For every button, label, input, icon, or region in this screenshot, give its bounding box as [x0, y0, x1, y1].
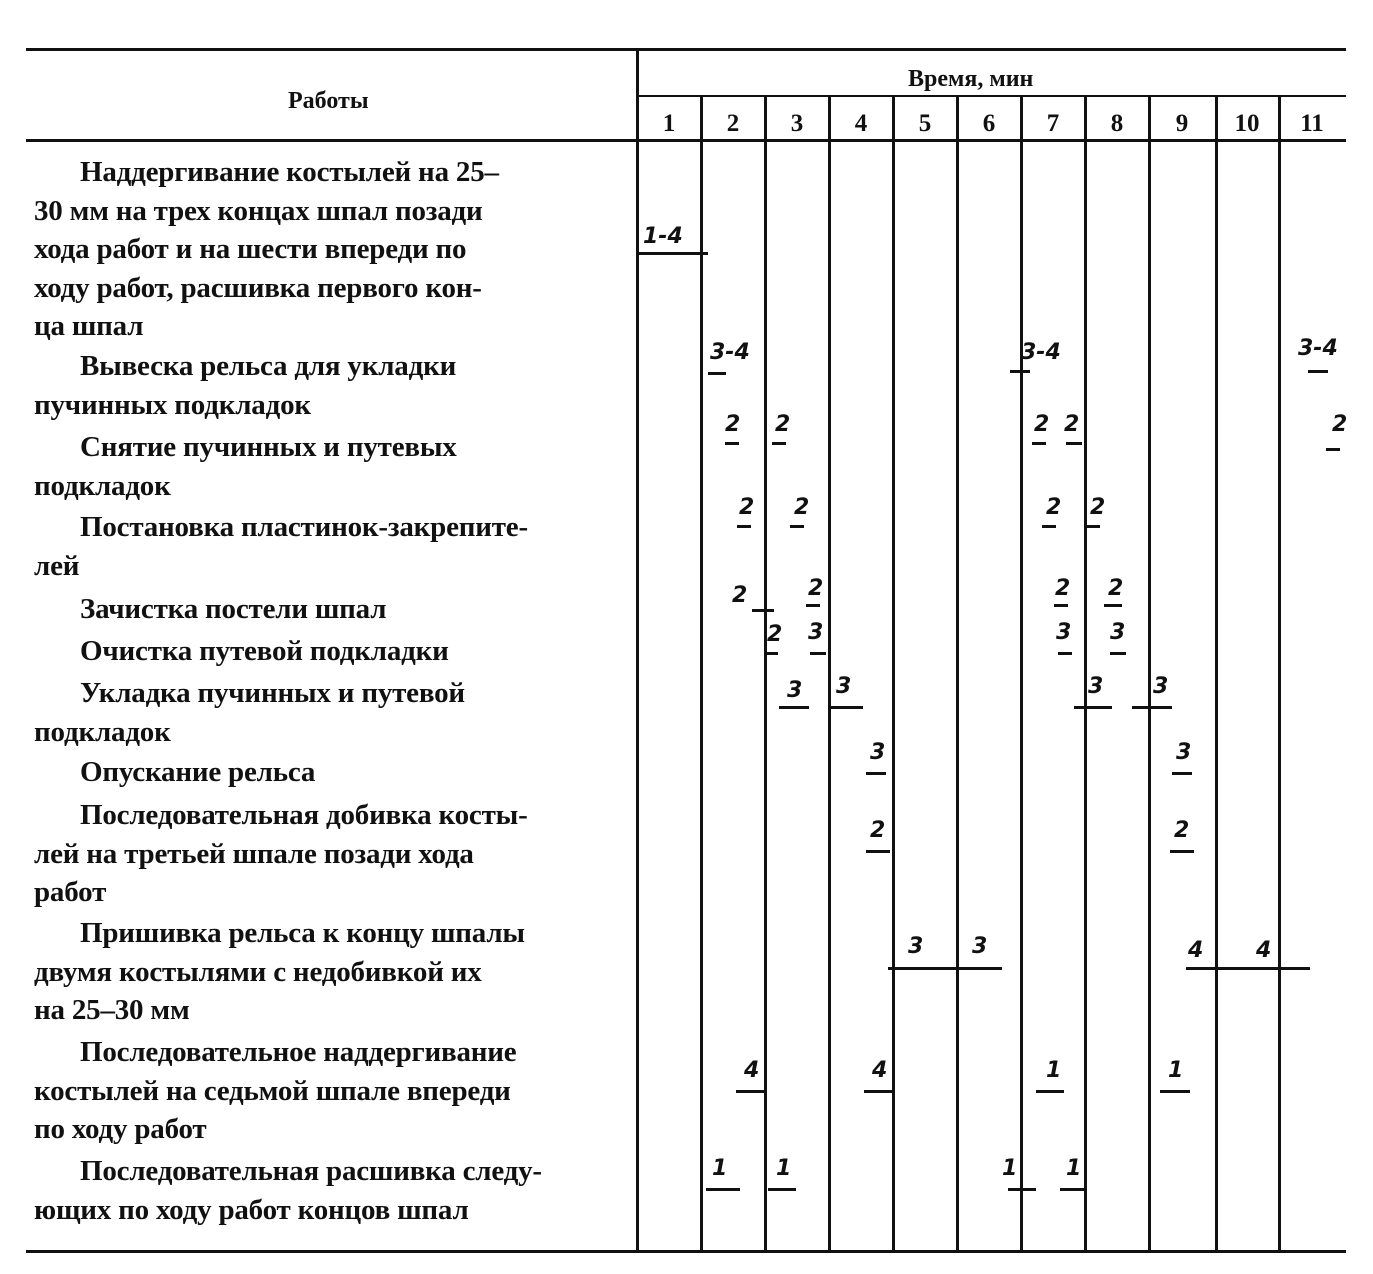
duration-bar: [1086, 525, 1100, 528]
duration-bar: [1326, 448, 1340, 451]
worker-mark: 3: [972, 934, 988, 959]
minute-divider: [956, 96, 959, 1251]
task-9: [34, 796, 614, 912]
duration-bar: [1008, 1188, 1036, 1191]
duration-bar: [772, 442, 786, 445]
minute-divider: [828, 96, 831, 1251]
task-8: [34, 753, 614, 792]
worker-mark: 3: [1088, 674, 1104, 699]
minute-divider: [700, 96, 703, 1251]
worker-mark: 3-4: [1298, 336, 1338, 361]
worker-mark: 1-4: [643, 224, 683, 249]
worker-mark: 1: [1046, 1058, 1062, 1083]
worker-mark: 2: [1055, 576, 1071, 601]
duration-bar: [1066, 442, 1082, 445]
task-7: [34, 674, 614, 751]
task-1: [34, 153, 614, 346]
works-column-header: Работы: [288, 88, 369, 114]
task-text: ца шпал: [34, 310, 144, 342]
duration-bar: [1010, 370, 1030, 373]
task-text: Пришивка рельса к концу шпалы: [80, 917, 525, 949]
task-6: [34, 632, 614, 671]
task-text: Снятие пучинных и путевых: [80, 431, 457, 463]
duration-bar: [1058, 652, 1072, 655]
duration-bar: [866, 772, 886, 775]
duration-bar: [708, 372, 726, 375]
task-text: двумя костылями с недобивкой их: [34, 955, 482, 988]
worker-mark: 2: [732, 583, 748, 608]
task-text: по ходу работ: [34, 1113, 207, 1145]
time-header-rule: [638, 95, 1346, 97]
duration-bar: [1036, 1090, 1064, 1093]
task-text: Последовательная расшивка следу-: [80, 1155, 542, 1187]
task-text: Очистка путевой подкладки: [80, 635, 449, 667]
worker-mark: 3: [1056, 620, 1072, 645]
worker-mark: 3: [836, 674, 852, 699]
task-text: ющих по ходу работ концов шпал: [34, 1193, 469, 1226]
duration-bar: [1074, 706, 1112, 709]
column-divider: [636, 50, 639, 1251]
worker-mark: 2: [794, 495, 810, 520]
worker-mark: 3: [1176, 740, 1192, 765]
minute-3: 3: [790, 110, 804, 137]
task-text: пучинных подкладок: [34, 388, 311, 421]
minute-6: 6: [982, 110, 996, 137]
duration-bar: [1170, 850, 1194, 853]
task-5: [34, 590, 614, 629]
duration-bar: [725, 442, 739, 445]
worker-mark: 2: [739, 495, 755, 520]
top-rule: [26, 48, 1346, 51]
worker-mark: 1: [1002, 1156, 1018, 1181]
worker-mark: 2: [1046, 495, 1062, 520]
duration-bar: [737, 525, 751, 528]
task-text: Наддергивание костылей на 25–: [80, 156, 499, 188]
duration-bar: [810, 652, 826, 655]
worker-mark: 2: [1108, 576, 1124, 601]
duration-bar: [790, 525, 804, 528]
task-text: 30 мм на трех концах шпал позади: [34, 194, 483, 227]
minute-divider: [892, 96, 895, 1251]
worker-mark: 1: [1168, 1058, 1184, 1083]
minute-divider: [1215, 96, 1218, 1251]
worker-mark: 3-4: [1021, 340, 1061, 365]
task-text: Последовательное наддергивание: [80, 1036, 517, 1068]
task-text: Укладка пучинных и путевой: [80, 677, 465, 709]
worker-mark: 3: [808, 620, 824, 645]
worker-mark: 2: [1174, 818, 1190, 843]
task-text: Вывеска рельса для укладки: [80, 350, 457, 382]
minute-8: 8: [1110, 110, 1124, 137]
duration-bar: [866, 850, 890, 853]
worker-mark: 4: [872, 1058, 888, 1083]
duration-bar: [768, 1188, 796, 1191]
task-text: Постановка пластинок-закрепите-: [80, 511, 528, 543]
worker-mark: 2: [725, 412, 741, 437]
worker-mark: 1: [712, 1156, 728, 1181]
task-text: хода работ и на шести впереди по: [34, 233, 467, 265]
task-text: лей: [34, 549, 80, 582]
task-text: работ: [34, 876, 107, 908]
worker-mark: 2: [1034, 412, 1050, 437]
worker-mark: 4: [744, 1058, 760, 1083]
minute-9: 9: [1175, 110, 1189, 137]
worker-mark: 4: [1188, 938, 1204, 963]
worker-mark: 3: [908, 934, 924, 959]
duration-bar: [888, 967, 1002, 970]
duration-bar: [864, 1090, 892, 1093]
duration-bar: [764, 652, 778, 655]
minute-2: 2: [726, 110, 740, 137]
duration-bar: [736, 1090, 764, 1093]
duration-bar: [638, 252, 708, 255]
task-text: ходу работ, расшивка первого кон-: [34, 271, 482, 304]
duration-bar: [1186, 967, 1310, 970]
minute-divider: [1278, 96, 1281, 1251]
worker-mark: 2: [808, 576, 824, 601]
minute-divider: [1084, 96, 1087, 1251]
task-text: костылей на седьмой шпале впереди: [34, 1074, 511, 1107]
duration-bar: [806, 604, 820, 607]
duration-bar: [1104, 604, 1122, 607]
duration-bar: [1132, 706, 1172, 709]
worker-mark: 3: [787, 678, 803, 703]
duration-bar: [1060, 1188, 1084, 1191]
minute-10: 10: [1234, 110, 1260, 137]
minute-4: 4: [854, 110, 868, 137]
duration-bar: [779, 706, 809, 709]
task-text: подкладок: [34, 469, 171, 502]
worker-mark: 2: [775, 412, 791, 437]
worker-mark: 2: [767, 622, 783, 647]
minute-divider: [1020, 96, 1023, 1251]
task-text: Зачистка постели шпал: [80, 593, 387, 625]
task-4: [34, 508, 614, 585]
minute-divider: [1148, 96, 1151, 1251]
worker-mark: 3: [1110, 620, 1126, 645]
worker-mark: 2: [1064, 412, 1080, 437]
worker-mark: 4: [1256, 938, 1272, 963]
task-text: лей на третьей шпале позади хода: [34, 837, 474, 870]
task-text: на 25–30 мм: [34, 994, 190, 1026]
task-text: Последовательная добивка косты-: [80, 799, 528, 831]
task-2: [34, 347, 614, 424]
duration-bar: [1110, 652, 1126, 655]
worker-mark: 3: [870, 740, 886, 765]
task-10: [34, 914, 614, 1030]
duration-bar: [1308, 370, 1328, 373]
duration-bar: [1172, 772, 1192, 775]
duration-bar: [1054, 604, 1068, 607]
worker-mark: 3-4: [710, 340, 750, 365]
minute-11: 11: [1300, 110, 1324, 137]
task-text: подкладок: [34, 715, 171, 748]
duration-bar: [752, 609, 774, 612]
duration-bar: [1032, 442, 1046, 445]
worker-mark: 1: [776, 1156, 792, 1181]
minute-5: 5: [918, 110, 932, 137]
duration-bar: [829, 706, 863, 709]
task-11: [34, 1033, 614, 1149]
duration-bar: [1042, 525, 1056, 528]
task-3: [34, 428, 614, 505]
task-text: Опускание рельса: [80, 756, 316, 788]
worker-mark: 2: [1090, 495, 1106, 520]
worker-mark: 1: [1066, 1156, 1082, 1181]
minute-1: 1: [662, 110, 676, 137]
time-column-header: Время, мин: [908, 66, 1034, 92]
worker-mark: 2: [1332, 412, 1348, 437]
duration-bar: [706, 1188, 740, 1191]
task-12: [34, 1152, 614, 1229]
minute-7: 7: [1046, 110, 1060, 137]
minute-divider: [764, 96, 767, 1251]
worker-mark: 2: [870, 818, 886, 843]
duration-bar: [1160, 1090, 1190, 1093]
worker-mark: 3: [1153, 674, 1169, 699]
